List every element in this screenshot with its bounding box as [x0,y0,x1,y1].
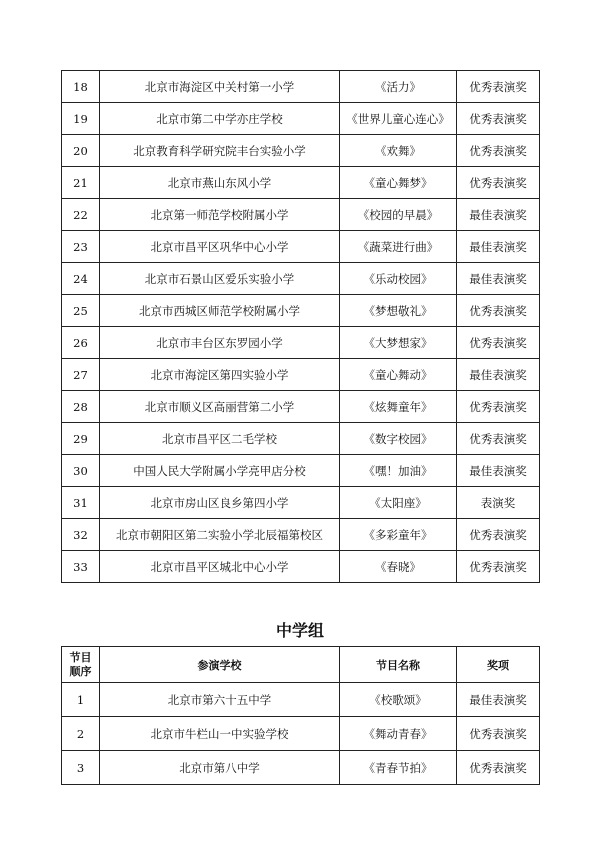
table-row [62,295,540,327]
header-order-line2: 顺序 [69,664,92,678]
cell-award: 优秀表演奖 [457,519,540,551]
cell-award: 优秀表演奖 [457,423,540,455]
cell-number: 1 [62,683,100,717]
cell-school: 北京市第二中学亦庄学校 [100,103,340,135]
table-row [62,717,540,751]
cell-number: 24 [62,263,100,295]
cell-number: 33 [62,551,100,583]
cell-program: 《多彩童年》 [340,519,457,551]
section-title-middle-school: 中学组 [275,621,324,640]
cell-school: 北京市顺义区高丽营第二小学 [100,391,340,423]
table-row [62,167,540,199]
table-row [62,423,540,455]
cell-award: 最佳表演奖 [457,231,540,263]
cell-number: 22 [62,199,100,231]
cell-program: 《校歌颂》 [340,683,457,717]
header-order [62,647,100,683]
cell-award: 优秀表演奖 [457,167,540,199]
cell-number: 23 [62,231,100,263]
cell-number: 32 [62,519,100,551]
cell-program: 《蔬菜进行曲》 [340,231,457,263]
cell-award: 优秀表演奖 [457,327,540,359]
table-row [62,359,540,391]
header-order-line1: 节目 [69,650,92,664]
cell-number: 21 [62,167,100,199]
cell-program: 《欢舞》 [340,135,457,167]
header-award: 奖项 [457,647,540,683]
cell-number: 18 [62,71,100,103]
cell-program: 《炫舞童年》 [340,391,457,423]
cell-award: 优秀表演奖 [457,135,540,167]
cell-award: 优秀表演奖 [457,751,540,785]
cell-number: 19 [62,103,100,135]
primary-school-table [61,70,540,583]
cell-award: 最佳表演奖 [457,199,540,231]
cell-school: 北京市石景山区爱乐实验小学 [100,263,340,295]
cell-number: 20 [62,135,100,167]
cell-program: 《数字校园》 [340,423,457,455]
table-row [62,71,540,103]
cell-program: 《春晓》 [340,551,457,583]
cell-school: 北京市第八中学 [100,751,340,785]
table-row [62,391,540,423]
cell-program: 《乐动校园》 [340,263,457,295]
cell-program: 《嘿！加油》 [340,455,457,487]
table-row [62,103,540,135]
table-row [62,551,540,583]
cell-number: 3 [62,751,100,785]
cell-program: 《童心舞动》 [340,359,457,391]
cell-school: 北京市丰台区东罗园小学 [100,327,340,359]
cell-award: 优秀表演奖 [457,103,540,135]
table-row [62,519,540,551]
cell-program: 《梦想敬礼》 [340,295,457,327]
cell-school: 北京市海淀区第四实验小学 [100,359,340,391]
middle-school-table [61,646,540,785]
cell-school: 北京市牛栏山一中实验学校 [100,717,340,751]
cell-number: 28 [62,391,100,423]
table-row [62,231,540,263]
header-program: 节目名称 [340,647,457,683]
table-row [62,327,540,359]
cell-school: 北京市第六十五中学 [100,683,340,717]
cell-program: 《世界儿童心连心》 [340,103,457,135]
cell-number: 31 [62,487,100,519]
cell-school: 北京市西城区师范学校附属小学 [100,295,340,327]
cell-school: 北京市昌平区二毛学校 [100,423,340,455]
cell-school: 北京市朝阳区第二实验小学北辰福第校区 [100,519,340,551]
cell-number: 27 [62,359,100,391]
cell-program: 《太阳座》 [340,487,457,519]
cell-number: 30 [62,455,100,487]
cell-number: 26 [62,327,100,359]
cell-school: 北京第一师范学校附属小学 [100,199,340,231]
table-row [62,683,540,717]
cell-program: 《校园的早晨》 [340,199,457,231]
cell-award: 优秀表演奖 [457,717,540,751]
table-row [62,199,540,231]
cell-number: 2 [62,717,100,751]
cell-program: 《大梦想家》 [340,327,457,359]
cell-school: 北京市海淀区中关村第一小学 [100,71,340,103]
cell-program: 《舞动青春》 [340,717,457,751]
cell-school: 北京教育科学研究院丰台实验小学 [100,135,340,167]
cell-award: 最佳表演奖 [457,455,540,487]
header-school: 参演学校 [100,647,340,683]
cell-number: 25 [62,295,100,327]
cell-number: 29 [62,423,100,455]
cell-award: 最佳表演奖 [457,263,540,295]
cell-school: 中国人民大学附属小学亮甲店分校 [100,455,340,487]
cell-award: 优秀表演奖 [457,71,540,103]
cell-school: 北京市燕山东风小学 [100,167,340,199]
cell-award: 表演奖 [457,487,540,519]
table-row [62,135,540,167]
cell-award: 优秀表演奖 [457,391,540,423]
table-row [62,263,540,295]
cell-program: 《青春节拍》 [340,751,457,785]
cell-program: 《活力》 [340,71,457,103]
cell-award: 最佳表演奖 [457,683,540,717]
table-row [62,751,540,785]
cell-award: 最佳表演奖 [457,359,540,391]
table-header-row [62,647,540,683]
cell-school: 北京市昌平区城北中心小学 [100,551,340,583]
table-row [62,487,540,519]
table-row [62,455,540,487]
cell-award: 优秀表演奖 [457,295,540,327]
cell-award: 优秀表演奖 [457,551,540,583]
cell-school: 北京市昌平区巩华中心小学 [100,231,340,263]
cell-program: 《童心舞梦》 [340,167,457,199]
cell-school: 北京市房山区良乡第四小学 [100,487,340,519]
